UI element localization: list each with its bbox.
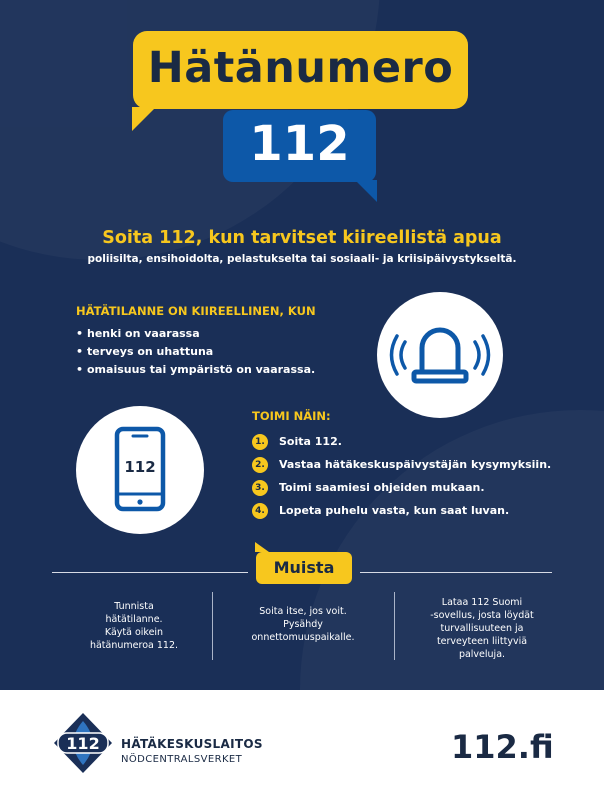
remember-line: terveyteen liittyviä — [436, 636, 528, 647]
step-number: 3. — [252, 480, 268, 496]
hatakeskus-logo-icon — [52, 711, 114, 775]
step-item — [252, 499, 551, 522]
divider — [52, 572, 248, 573]
column-divider — [212, 592, 213, 660]
emergency-number: 112 — [249, 116, 350, 172]
bubble-tail — [255, 542, 269, 552]
footer — [0, 690, 604, 799]
page-title: Hätänumero — [147, 43, 454, 93]
list-item: • henki on vaarassa — [76, 325, 315, 343]
bubble-tail — [355, 180, 377, 202]
phone-circle — [76, 406, 204, 534]
remember-line: Käytä oikein — [104, 627, 164, 638]
step-text: Lopeta puhelu vasta, kun saat luvan. — [279, 504, 510, 517]
list-item: • omaisuus tai ympäristö on vaarassa. — [76, 361, 315, 379]
siren-icon — [377, 292, 503, 418]
remember-line: hätätilanne. — [105, 614, 163, 625]
step-text: Soita 112. — [279, 435, 342, 448]
remember-line: Pysähdy — [283, 619, 323, 630]
remember-line: Tunnista — [114, 601, 154, 612]
remember-line: Lataa 112 Suomi — [441, 597, 523, 608]
number-bubble — [223, 110, 376, 182]
step-number: 1. — [252, 434, 268, 450]
remember-column — [228, 605, 378, 644]
step-text: Vastaa hätäkeskuspäivystäjän kysymyksiin. — [279, 458, 552, 471]
phone-screen-number: 112 — [124, 458, 156, 476]
steps-heading: TOIMI NÄIN: — [252, 409, 331, 423]
remember-label: Muista — [273, 558, 335, 577]
bubble-tail — [132, 107, 156, 131]
remember-line: -sovellus, josta löydät — [430, 610, 534, 621]
step-item — [252, 430, 551, 453]
step-text: Toimi saamiesi ohjeiden mukaan. — [279, 481, 485, 494]
divider — [360, 572, 552, 573]
website-link[interactable]: 112.fi — [451, 728, 554, 766]
column-divider — [394, 592, 395, 660]
subline: poliisilta, ensihoidolta, pelastukselta tai sosiaali- ja kriisipäivystykseltä. — [87, 253, 517, 265]
remember-column — [70, 600, 198, 652]
org-name-fi: HÄTÄKESKUSLAITOS — [121, 737, 263, 751]
step-number: 2. — [252, 457, 268, 473]
step-number: 4. — [252, 503, 268, 519]
step-item — [252, 453, 551, 476]
headline: Soita 112, kun tarvitset kiireellistä apua — [102, 228, 502, 248]
org-name-sv: NÖDCENTRALSVERKET — [121, 754, 243, 765]
remember-line: palveluja. — [458, 649, 506, 660]
remember-badge — [256, 552, 352, 584]
remember-column — [412, 596, 552, 661]
logo-number: 112 — [66, 734, 100, 753]
urgent-heading: HÄTÄTILANNE ON KIIREELLINEN, KUN — [76, 304, 316, 318]
urgent-list — [76, 325, 315, 379]
remember-line: Soita itse, jos voit. — [259, 606, 347, 617]
remember-line: onnettomuuspaikalle. — [251, 632, 355, 643]
remember-line: hätänumeroa 112. — [89, 640, 179, 651]
list-item: • terveys on uhattuna — [76, 343, 315, 361]
title-bubble — [133, 31, 468, 109]
remember-line: turvallisuuteen ja — [440, 623, 524, 634]
siren-circle — [377, 292, 503, 418]
step-item — [252, 476, 551, 499]
steps-list — [252, 430, 551, 522]
